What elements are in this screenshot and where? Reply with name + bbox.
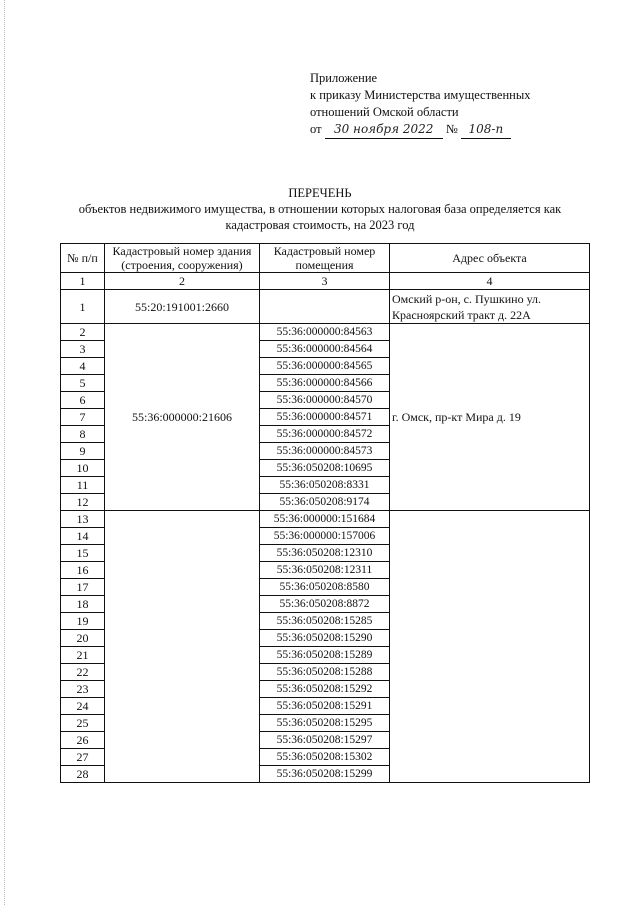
row-num: 11 [61,477,105,494]
room-cadastral: 55:36:000000:84564 [260,341,390,358]
row-num: 16 [61,562,105,579]
from-label: от [310,122,322,136]
order-reference: к приказу Министерства имущественных [310,88,531,102]
room-cadastral: 55:36:050208:12310 [260,545,390,562]
ministry-name: отношений Омской области [310,105,459,119]
colnum-3: 3 [260,273,390,290]
header-address: Адрес объекта [390,244,590,273]
room-cadastral: 55:36:000000:84565 [260,358,390,375]
row-num: 13 [61,511,105,528]
room-cadastral: 55:36:000000:84570 [260,392,390,409]
room-cadastral: 55:36:000000:157006 [260,528,390,545]
row-num: 8 [61,426,105,443]
row-num: 25 [61,715,105,732]
appendix-header [310,70,530,139]
list-title: ПЕРЕЧЕНЬ [288,186,352,200]
room-cadastral: 55:36:050208:15290 [260,630,390,647]
row-num: 3 [61,341,105,358]
room-cadastral: 55:36:050208:15288 [260,664,390,681]
header-building: Кадастровый номер здания (строения, сооружения) [105,244,260,273]
order-date-line [310,121,530,139]
row-num: 26 [61,732,105,749]
table-row [61,290,590,324]
colnum-1: 1 [61,273,105,290]
number-label: № [445,122,458,136]
room-cadastral: 55:36:050208:15285 [260,613,390,630]
colnum-4: 4 [390,273,590,290]
room-cadastral [260,290,390,324]
room-cadastral: 55:36:000000:84566 [260,375,390,392]
list-subtitle-1: объектов недвижимого имущества, в отношении которых налоговая база определяется как [78,202,562,216]
object-address: г. Омск, пр-кт Мира д. 19 [390,324,590,511]
row-num: 6 [61,392,105,409]
room-cadastral: 55:36:050208:10695 [260,460,390,477]
room-cadastral: 55:36:050208:15291 [260,698,390,715]
header-num: № п/п [61,244,105,273]
row-num: 12 [61,494,105,511]
row-num: 5 [61,375,105,392]
row-num: 9 [61,443,105,460]
table-row [61,511,590,528]
row-num: 21 [61,647,105,664]
row-num: 15 [61,545,105,562]
room-cadastral: 55:36:050208:15299 [260,766,390,783]
row-num: 14 [61,528,105,545]
property-table [60,243,590,783]
room-cadastral: 55:36:050208:12311 [260,562,390,579]
building-cadastral [105,511,260,783]
table-header-row [61,244,590,273]
room-cadastral: 55:36:050208:15289 [260,647,390,664]
list-subtitle-2: кадастровая стоимость, на 2023 год [225,218,415,232]
room-cadastral: 55:36:000000:84573 [260,443,390,460]
table-row [61,324,590,341]
row-num: 28 [61,766,105,783]
room-cadastral: 55:36:050208:15302 [260,749,390,766]
object-address [390,511,590,783]
room-cadastral: 55:36:050208:8331 [260,477,390,494]
handwritten-number: 108-п [461,121,511,139]
row-num: 18 [61,596,105,613]
building-cadastral: 55:20:191001:2660 [105,290,260,324]
room-cadastral: 55:36:050208:8580 [260,579,390,596]
row-num: 27 [61,749,105,766]
row-num: 23 [61,681,105,698]
row-num: 20 [61,630,105,647]
colnum-2: 2 [105,273,260,290]
column-number-row [61,273,590,290]
room-cadastral: 55:36:050208:9174 [260,494,390,511]
room-cadastral: 55:36:050208:15295 [260,715,390,732]
header-room: Кадастровый номер помещения [260,244,390,273]
row-num: 7 [61,409,105,426]
building-cadastral: 55:36:000000:21606 [105,324,260,511]
row-num: 17 [61,579,105,596]
row-num: 4 [61,358,105,375]
scan-margin-line [4,0,6,905]
row-num: 1 [61,290,105,324]
room-cadastral: 55:36:050208:15292 [260,681,390,698]
row-num: 10 [61,460,105,477]
room-cadastral: 55:36:000000:84571 [260,409,390,426]
row-num: 2 [61,324,105,341]
room-cadastral: 55:36:000000:84572 [260,426,390,443]
row-num: 24 [61,698,105,715]
object-address: Омский р-он, с. Пушкино ул. Красноярский тракт д. 22А [390,290,590,324]
room-cadastral: 55:36:050208:15297 [260,732,390,749]
row-num: 19 [61,613,105,630]
handwritten-date: 30 ноября 2022 [325,121,443,139]
row-num: 22 [61,664,105,681]
room-cadastral: 55:36:000000:151684 [260,511,390,528]
appendix-label: Приложение [310,71,378,85]
room-cadastral: 55:36:000000:84563 [260,324,390,341]
room-cadastral: 55:36:050208:8872 [260,596,390,613]
